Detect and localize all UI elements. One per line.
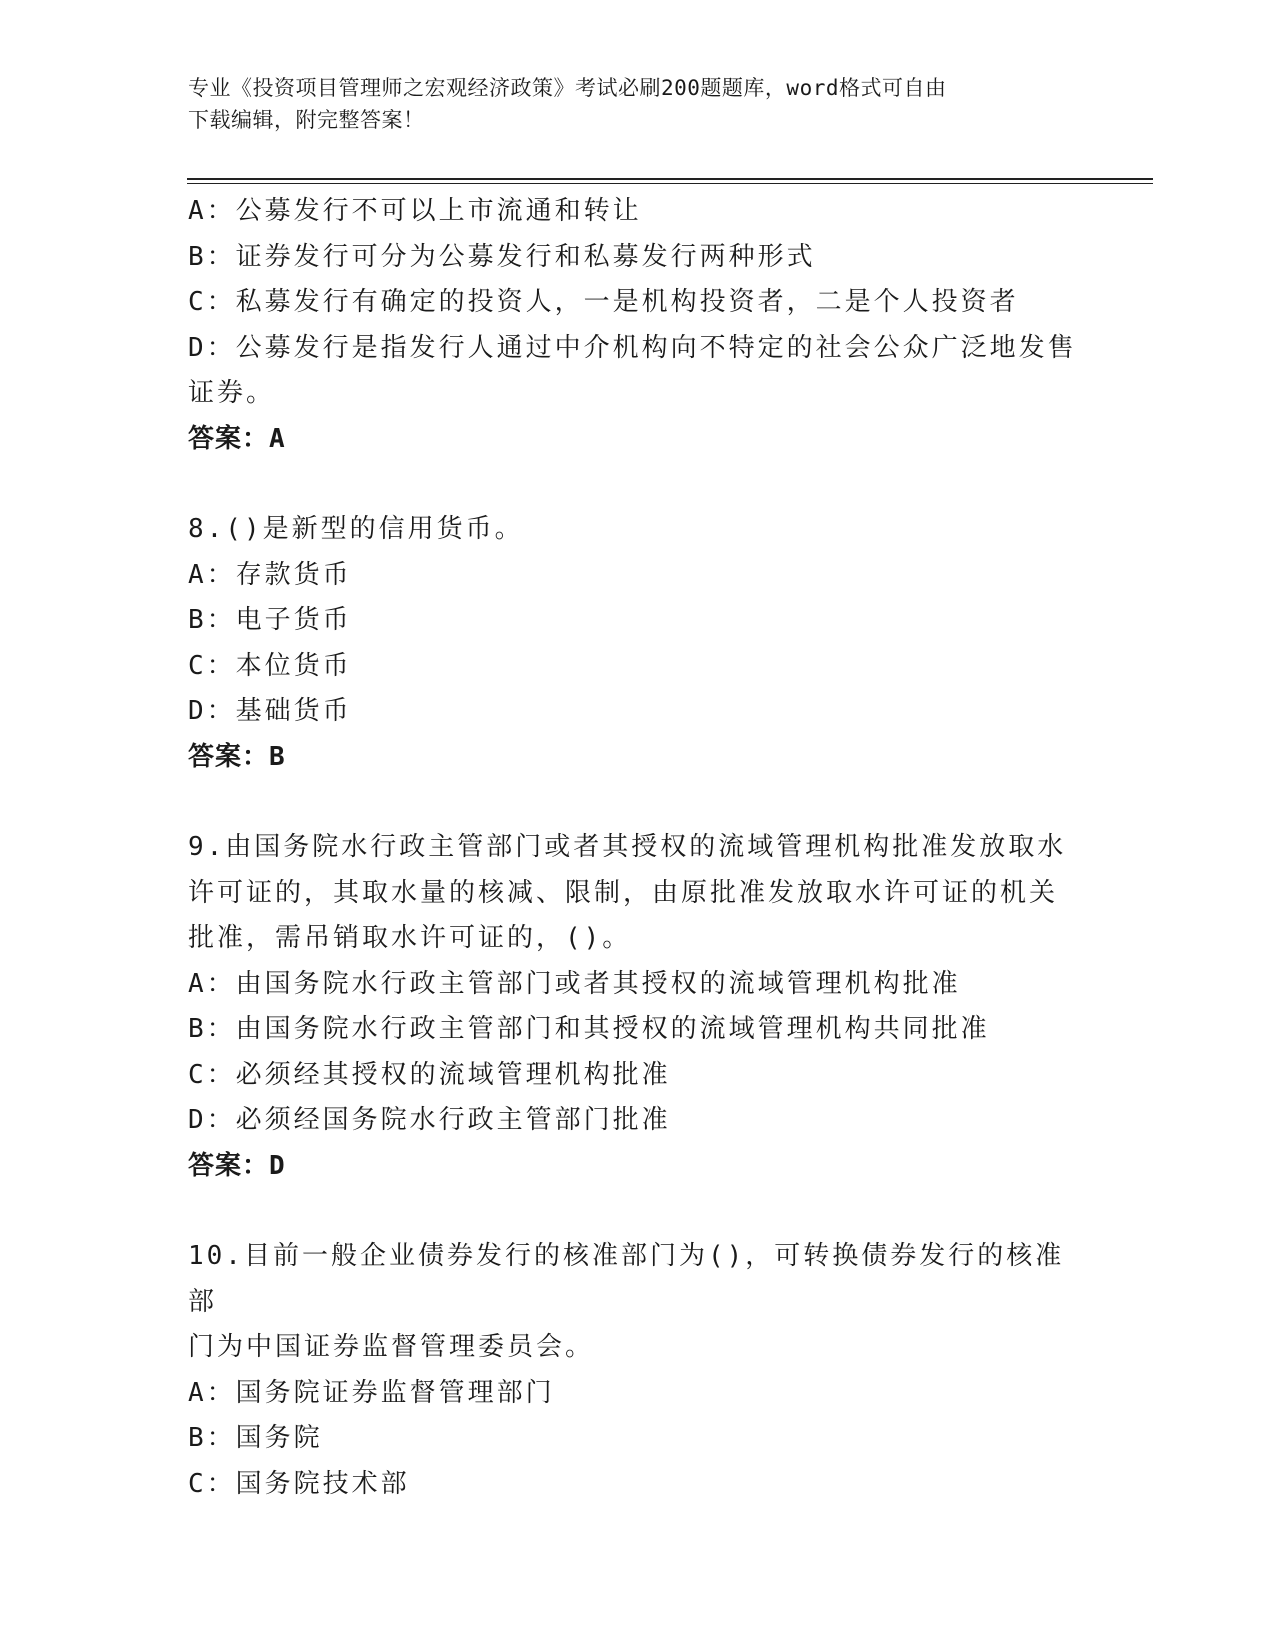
option-d: D：必须经国务院水行政主管部门批准 xyxy=(188,1105,671,1135)
option-b: B：证券发行可分为公募发行和私募发行两种形式 xyxy=(188,241,816,272)
header-line-2: 下载编辑，附完整答案！ xyxy=(188,108,425,132)
option-b: B：由国务院水行政主管部门和其授权的流域管理机构共同批准 xyxy=(188,1014,990,1044)
option-c: C：国务院技术部 xyxy=(188,1468,410,1499)
option-d: D：公募发行是指发行人通过中介机构向不特定的社会公众广泛地发售 xyxy=(188,332,1077,363)
question-9 xyxy=(188,825,1088,1189)
header-divider-thick xyxy=(187,178,1153,180)
question-text-line-3: 批准，需吊销取水许可证的，()。 xyxy=(188,923,632,953)
option-c: C：必须经其授权的流域管理机构批准 xyxy=(188,1059,671,1090)
header-divider-thin xyxy=(187,183,1153,184)
answer: 答案：B xyxy=(188,741,286,772)
question-text-line-2: 许可证的，其取水量的核减、限制，由原批准发放取水许可证的机关 xyxy=(188,877,1059,908)
option-c: C：私募发行有确定的投资人，一是机构投资者，二是个人投资者 xyxy=(188,287,1019,317)
answer: 答案：D xyxy=(188,1150,286,1181)
answer: 答案：A xyxy=(188,423,286,454)
header-line-1: 专业《投资项目管理师之宏观经济政策》考试必刷200题题库，word格式可自由 xyxy=(188,76,947,100)
option-a: A：由国务院水行政主管部门或者其授权的流域管理机构批准 xyxy=(188,968,961,999)
question-text: 8.()是新型的信用货币。 xyxy=(188,514,524,544)
option-a: A：公募发行不可以上市流通和转让 xyxy=(188,196,642,226)
question-10 xyxy=(188,1234,1088,1507)
option-d: D：基础货币 xyxy=(188,696,352,726)
question-text-line-1: 10.目前一般企业债券发行的核准部门为()，可转换债券发行的核准部 xyxy=(188,1241,1065,1317)
question-7 xyxy=(188,189,1088,462)
option-b: B：电子货币 xyxy=(188,605,352,635)
option-d-continued: 证券。 xyxy=(188,378,276,408)
document-header xyxy=(188,72,1068,136)
option-b: B：国务院 xyxy=(188,1423,323,1453)
option-a: A：国务院证券监督管理部门 xyxy=(188,1377,555,1408)
question-list xyxy=(188,189,1088,1507)
option-a: A：存款货币 xyxy=(188,559,352,590)
option-c: C：本位货币 xyxy=(188,650,352,681)
question-text-line-1: 9.由国务院水行政主管部门或者其授权的流域管理机构批准发放取水 xyxy=(188,832,1067,862)
question-8 xyxy=(188,507,1088,780)
question-text-line-2: 门为中国证券监督管理委员会。 xyxy=(188,1332,595,1362)
